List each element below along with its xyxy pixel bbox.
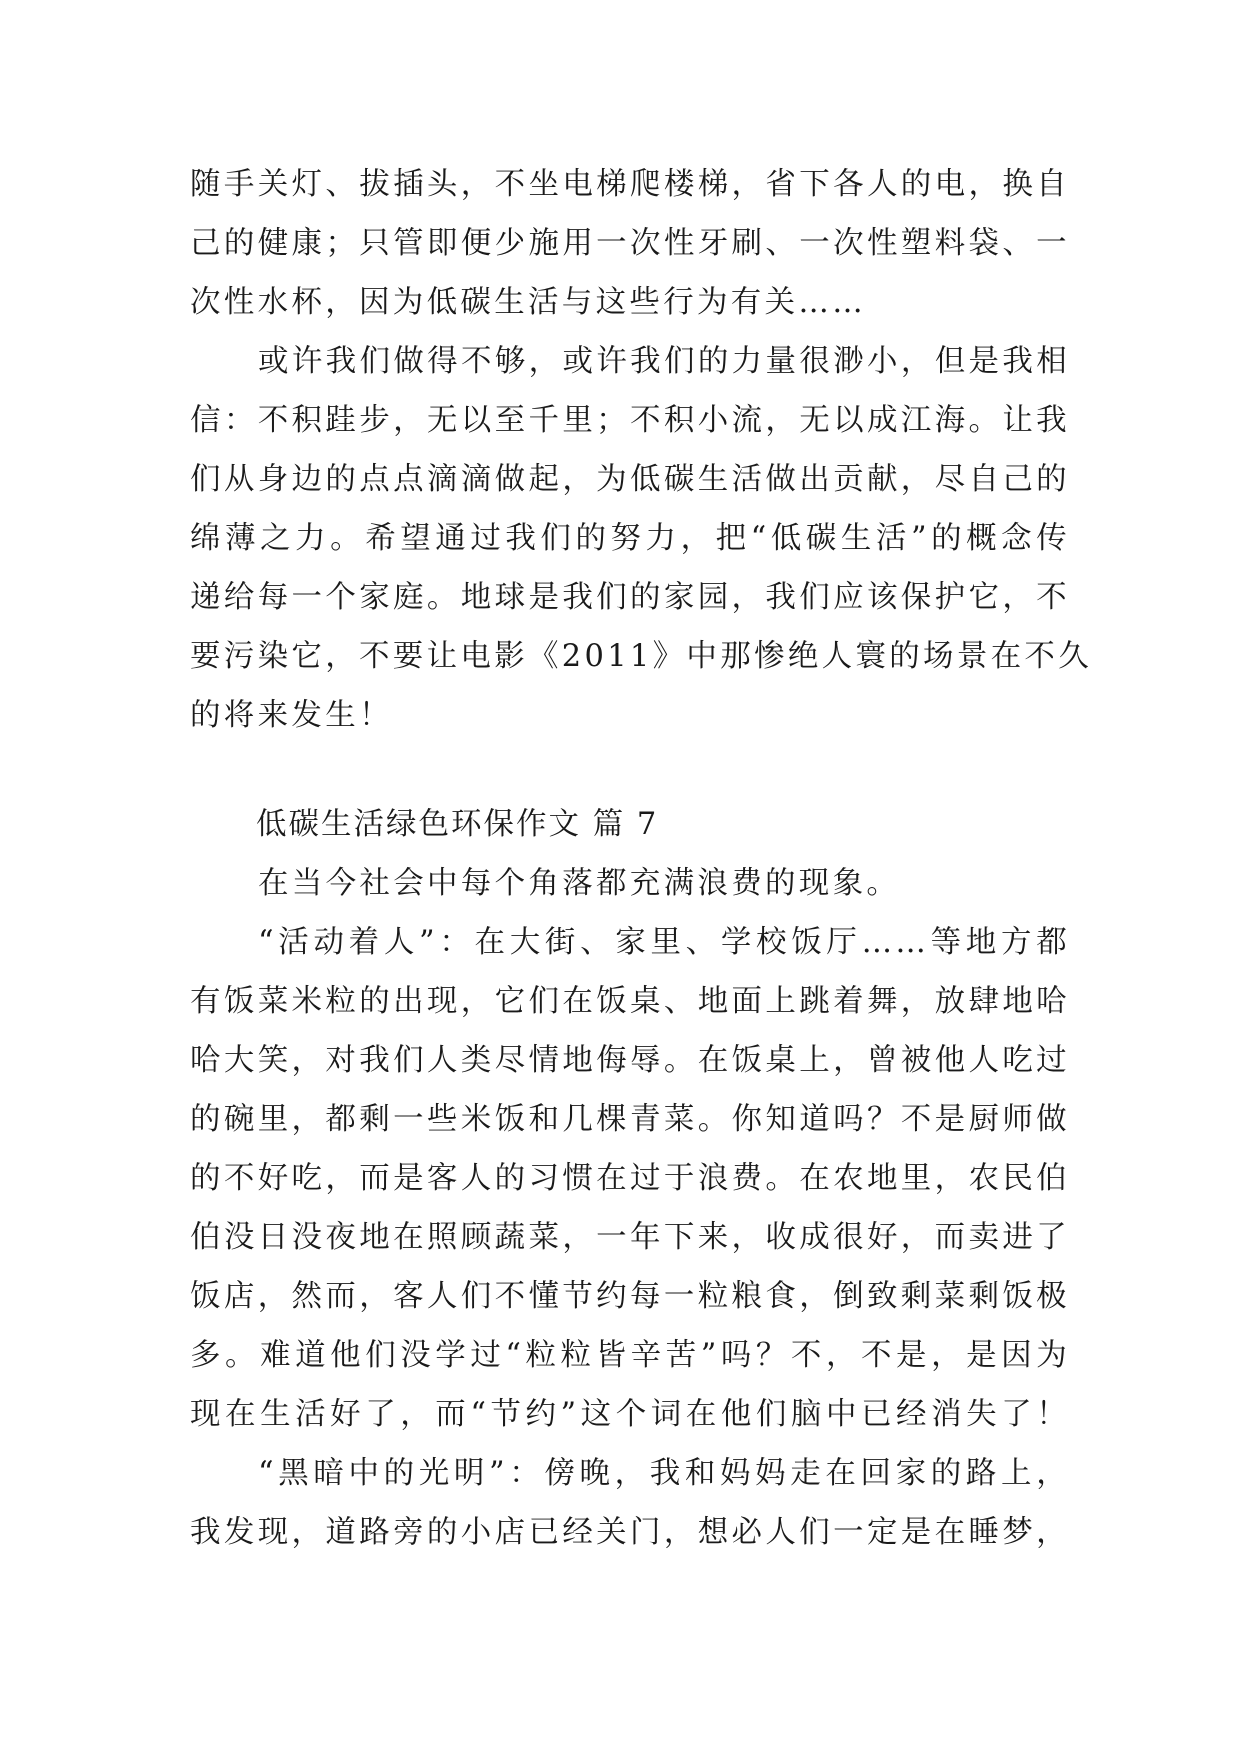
paragraph-line: 在当今社会中每个角落都充满浪费的现象。	[258, 866, 901, 901]
paragraph-line: 信：不积跬步，无以至千里；不积小流，无以成江海。让我	[190, 403, 1070, 438]
paragraph-line: 哈大笑，对我们人类尽情地侮辱。在饭桌上，曾被他人吃过	[190, 1043, 1070, 1078]
paragraph-line: 多。难道他们没学过“粒粒皆辛苦”吗？不，不是，是因为	[190, 1338, 1070, 1373]
paragraph-line: 递给每一个家庭。地球是我们的家园，我们应该保护它，不	[190, 580, 1070, 615]
section-heading: 低碳生活绿色环保作文 篇 7	[256, 807, 659, 842]
paragraph-line: 次性水杯，因为低碳生活与这些行为有关……	[190, 285, 866, 320]
paragraph-line: 有饭菜米粒的出现，它们在饭桌、地面上跳着舞，放肆地哈	[190, 984, 1070, 1019]
paragraph-line: 随手关灯、拔插头，不坐电梯爬楼梯，省下各人的电，换自	[190, 167, 1070, 202]
paragraph-line: 伯没日没夜地在照顾蔬菜，一年下来，收成很好，而卖进了	[190, 1220, 1070, 1255]
paragraph-line: 的不好吃，而是客人的习惯在过于浪费。在农地里，农民伯	[190, 1161, 1070, 1196]
paragraph-line: 的将来发生！	[190, 698, 393, 733]
paragraph-line: 们从身边的点点滴滴做起，为低碳生活做出贡献，尽自己的	[190, 462, 1070, 497]
paragraph-line: 要污染它，不要让电影《2011》中那惨绝人寰的场景在不久	[190, 639, 1093, 674]
paragraph-line: 现在生活好了，而“节约”这个词在他们脑中已经消失了！	[190, 1397, 1070, 1432]
paragraph-line: 的碗里，都剩一些米饭和几棵青菜。你知道吗？不是厨师做	[190, 1102, 1070, 1137]
paragraph-line: 我发现，道路旁的小店已经关门，想必人们一定是在睡梦，	[190, 1515, 1070, 1550]
paragraph-line: “黑暗中的光明”：傍晚，我和妈妈走在回家的路上，	[258, 1456, 1070, 1491]
paragraph-line: 绵薄之力。希望通过我们的努力，把“低碳生活”的概念传	[190, 521, 1070, 556]
paragraph-line: 或许我们做得不够，或许我们的力量很渺小，但是我相	[258, 344, 1070, 379]
paragraph-line: 饭店，然而，客人们不懂节约每一粒粮食，倒致剩菜剩饭极	[190, 1279, 1070, 1314]
paragraph-line: “活动着人”：在大街、家里、学校饭厅……等地方都	[258, 925, 1070, 960]
paragraph-line: 己的健康；只管即便少施用一次性牙刷、一次性塑料袋、一	[190, 226, 1070, 261]
